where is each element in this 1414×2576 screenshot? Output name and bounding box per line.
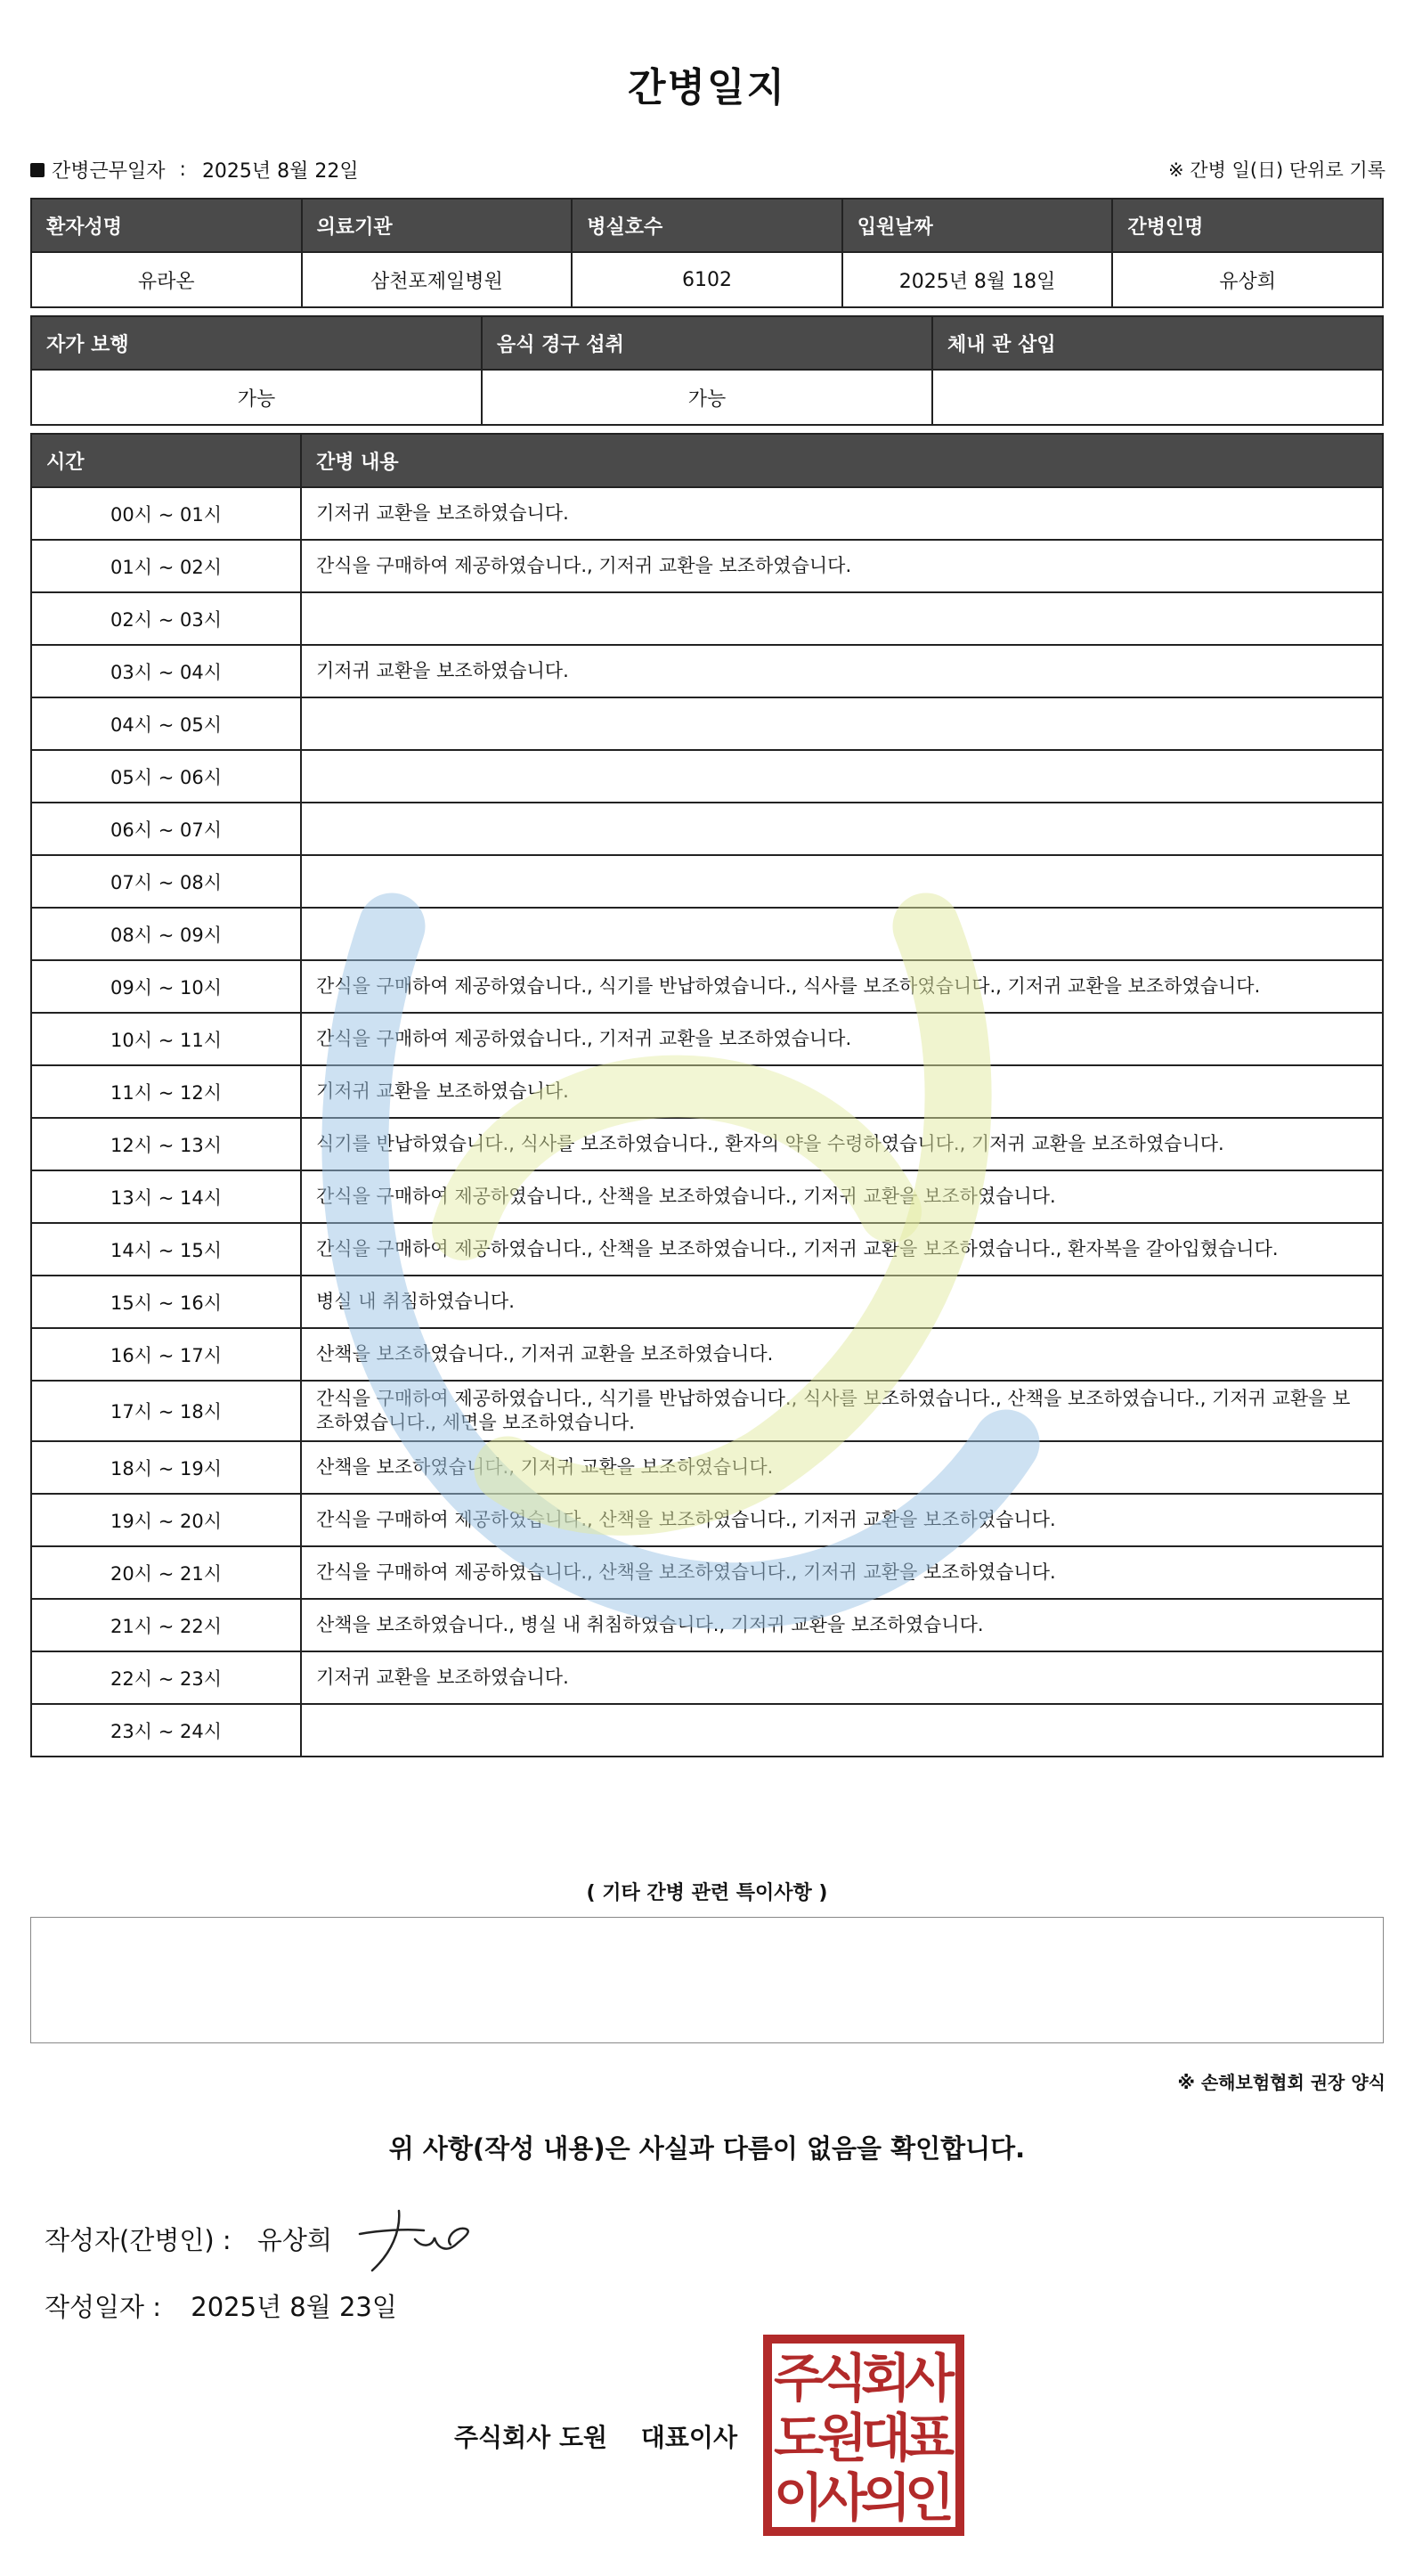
- company-line: [454, 2418, 737, 2454]
- work-date-separator: :: [179, 159, 186, 181]
- time-slot: 10시 ~ 11시: [31, 1013, 301, 1065]
- time-slot: 23시 ~ 24시: [31, 1704, 301, 1757]
- table-row: [31, 908, 1383, 960]
- confirmation-statement: 위 사항(작성 내용)은 사실과 다름이 없음을 확인합니다.: [388, 2133, 1026, 2164]
- svg-text:원: 원: [817, 2408, 868, 2468]
- table-row: [31, 960, 1383, 1013]
- time-slot: 18시 ~ 19시: [31, 1441, 301, 1494]
- table-row: [31, 1599, 1383, 1651]
- svg-text:이: 이: [773, 2467, 825, 2528]
- care-content: 기저귀 교환을 보조하였습니다.: [301, 1065, 1383, 1118]
- care-content: [301, 1704, 1383, 1757]
- svg-text:주: 주: [773, 2348, 825, 2409]
- time-slot: 15시 ~ 16시: [31, 1276, 301, 1328]
- svg-text:도: 도: [773, 2408, 825, 2468]
- care-content: 간식을 구매하여 제공하였습니다., 산책을 보조하였습니다., 기저귀 교환을 보조하였습니다., 환자복을 갈아입혔습니다.: [301, 1223, 1383, 1276]
- writer-line: [45, 2221, 332, 2257]
- table-row: [31, 1381, 1383, 1441]
- written-date-label: 작성일자 :: [45, 2292, 162, 2322]
- care-content: [301, 908, 1383, 960]
- care-content: [301, 592, 1383, 645]
- care-content: 간식을 구매하여 제공하였습니다., 식기를 반납하였습니다., 식사를 보조하였습니다., 기저귀 교환을 보조하였습니다.: [301, 960, 1383, 1013]
- written-date-value: 2025년 8월 23일: [191, 2292, 397, 2322]
- care-log-body: [31, 487, 1383, 1757]
- header-admission-date: 입원날짜: [842, 199, 1113, 252]
- writer-name: 유상희: [256, 2225, 332, 2255]
- time-slot: 12시 ~ 13시: [31, 1118, 301, 1170]
- svg-text:인: 인: [904, 2467, 955, 2528]
- svg-text:회: 회: [860, 2348, 912, 2409]
- table-row: [31, 1223, 1383, 1276]
- table-row: [31, 1328, 1383, 1381]
- care-content: [301, 855, 1383, 908]
- table-row: [31, 1441, 1383, 1494]
- time-slot: 07시 ~ 08시: [31, 855, 301, 908]
- table-row: [31, 1276, 1383, 1328]
- work-date-label: 간병근무일자: [52, 160, 166, 183]
- writer-label: 작성자(간병인) :: [45, 2225, 232, 2255]
- admission-date: 2025년 8월 18일: [842, 252, 1113, 307]
- patient-status-table: [30, 315, 1384, 426]
- table-row: [31, 750, 1383, 803]
- hospital-name: 삼천포제일병원: [302, 252, 573, 307]
- table-row: [31, 1170, 1383, 1223]
- unit-note: ※ 간병 일(日) 단위로 기록: [1168, 159, 1386, 181]
- header-tube-insertion: 체내 관 삽입: [932, 316, 1383, 370]
- time-slot: 02시 ~ 03시: [31, 592, 301, 645]
- svg-text:식: 식: [817, 2348, 868, 2409]
- ceo-label: 대표이사: [640, 2423, 737, 2452]
- self-walking-value: 가능: [31, 370, 482, 425]
- page-title: 간병일지: [627, 65, 786, 110]
- care-content: 산책을 보조하였습니다., 기저귀 교환을 보조하였습니다.: [301, 1328, 1383, 1381]
- time-slot: 01시 ~ 02시: [31, 540, 301, 592]
- caregiver-name: 유상희: [1112, 252, 1383, 307]
- handwritten-signature: [353, 2204, 477, 2275]
- care-content: 간식을 구매하여 제공하였습니다., 기저귀 교환을 보조하였습니다.: [301, 540, 1383, 592]
- care-content: 기저귀 교환을 보조하였습니다.: [301, 645, 1383, 697]
- time-slot: 14시 ~ 15시: [31, 1223, 301, 1276]
- header-patient-name: 환자성명: [31, 199, 302, 252]
- time-slot: 09시 ~ 10시: [31, 960, 301, 1013]
- svg-text:의: 의: [860, 2467, 912, 2528]
- patient-status-header-row: [31, 316, 1383, 370]
- table-row: [31, 1065, 1383, 1118]
- care-content: 기저귀 교환을 보조하였습니다.: [301, 1651, 1383, 1704]
- care-content: [301, 803, 1383, 855]
- table-row: [31, 697, 1383, 750]
- svg-text:사: 사: [817, 2467, 868, 2528]
- table-row: [31, 1494, 1383, 1546]
- time-slot: 13시 ~ 14시: [31, 1170, 301, 1223]
- care-content: 산책을 보조하였습니다., 병실 내 취침하였습니다., 기저귀 교환을 보조하였습니다.: [301, 1599, 1383, 1651]
- care-content: 간식을 구매하여 제공하였습니다., 산책을 보조하였습니다., 기저귀 교환을 보조하였습니다.: [301, 1170, 1383, 1223]
- care-content: 간식을 구매하여 제공하였습니다., 산책을 보조하였습니다., 기저귀 교환을 보조하였습니다.: [301, 1546, 1383, 1599]
- care-content: [301, 750, 1383, 803]
- svg-text:사: 사: [904, 2348, 955, 2409]
- work-date-value: 2025년 8월 22일: [201, 160, 359, 183]
- patient-status-value-row: [31, 370, 1383, 425]
- time-slot: 06시 ~ 07시: [31, 803, 301, 855]
- care-content: 기저귀 교환을 보조하였습니다.: [301, 487, 1383, 540]
- oral-intake-value: 가능: [482, 370, 932, 425]
- svg-text:대: 대: [860, 2408, 912, 2468]
- care-content: 간식을 구매하여 제공하였습니다., 기저귀 교환을 보조하였습니다.: [301, 1013, 1383, 1065]
- table-row: [31, 592, 1383, 645]
- care-log-table: [30, 433, 1384, 1757]
- time-slot: 04시 ~ 05시: [31, 697, 301, 750]
- patient-info-header-row: [31, 199, 1383, 252]
- table-row: [31, 1651, 1383, 1704]
- room-number: 6102: [572, 252, 842, 307]
- table-row: [31, 487, 1383, 540]
- time-slot: 05시 ~ 06시: [31, 750, 301, 803]
- special-notes-box: [30, 1917, 1384, 2043]
- header-room-number: 병실호수: [572, 199, 842, 252]
- patient-name: 유라온: [31, 252, 302, 307]
- form-source-note: ※ 손해보험협회 권장 양식: [1177, 2072, 1386, 2093]
- time-slot: 11시 ~ 12시: [31, 1065, 301, 1118]
- care-content: 식기를 반납하였습니다., 식사를 보조하였습니다., 환자의 약을 수령하였습니다., 기저귀 교환을 보조하였습니다.: [301, 1118, 1383, 1170]
- header-hospital: 의료기관: [302, 199, 573, 252]
- table-row: [31, 540, 1383, 592]
- company-seal-stamp: [762, 2334, 965, 2537]
- patient-info-table: [30, 198, 1384, 308]
- care-log-header-row: [31, 434, 1383, 487]
- care-content: 병실 내 취침하였습니다.: [301, 1276, 1383, 1328]
- time-slot: 20시 ~ 21시: [31, 1546, 301, 1599]
- special-notes-title: ( 기타 간병 관련 특이사항 ): [586, 1882, 828, 1904]
- svg-text:표: 표: [904, 2408, 955, 2468]
- table-row: [31, 1546, 1383, 1599]
- time-slot: 21시 ~ 22시: [31, 1599, 301, 1651]
- header-self-walking: 자가 보행: [31, 316, 482, 370]
- time-slot: 08시 ~ 09시: [31, 908, 301, 960]
- written-date-line: [45, 2287, 397, 2324]
- header-care-content: 간병 내용: [301, 434, 1383, 487]
- table-row: [31, 645, 1383, 697]
- table-row: [31, 1704, 1383, 1757]
- header-oral-intake: 음식 경구 섭취: [482, 316, 932, 370]
- patient-info-value-row: [31, 252, 1383, 307]
- company-name: 주식회사 도원: [454, 2423, 608, 2452]
- table-row: [31, 803, 1383, 855]
- table-row: [31, 855, 1383, 908]
- table-row: [31, 1013, 1383, 1065]
- work-date-line: [30, 156, 359, 183]
- time-slot: 19시 ~ 20시: [31, 1494, 301, 1546]
- care-content: 산책을 보조하였습니다., 기저귀 교환을 보조하였습니다.: [301, 1441, 1383, 1494]
- header-time: 시간: [31, 434, 301, 487]
- time-slot: 16시 ~ 17시: [31, 1328, 301, 1381]
- bullet-square-icon: [30, 163, 45, 177]
- care-content: 간식을 구매하여 제공하였습니다., 산책을 보조하였습니다., 기저귀 교환을 보조하였습니다.: [301, 1494, 1383, 1546]
- care-content: 간식을 구매하여 제공하였습니다., 식기를 반납하였습니다., 식사를 보조하였습니다., 산책을 보조하였습니다., 기저귀 교환을 보조하였습니다., 세면을 보조하였습니다.: [301, 1381, 1383, 1441]
- time-slot: 17시 ~ 18시: [31, 1381, 301, 1441]
- header-caregiver-name: 간병인명: [1112, 199, 1383, 252]
- tube-insertion-value: [932, 370, 1383, 425]
- time-slot: 00시 ~ 01시: [31, 487, 301, 540]
- time-slot: 03시 ~ 04시: [31, 645, 301, 697]
- time-slot: 22시 ~ 23시: [31, 1651, 301, 1704]
- table-row: [31, 1118, 1383, 1170]
- care-content: [301, 697, 1383, 750]
